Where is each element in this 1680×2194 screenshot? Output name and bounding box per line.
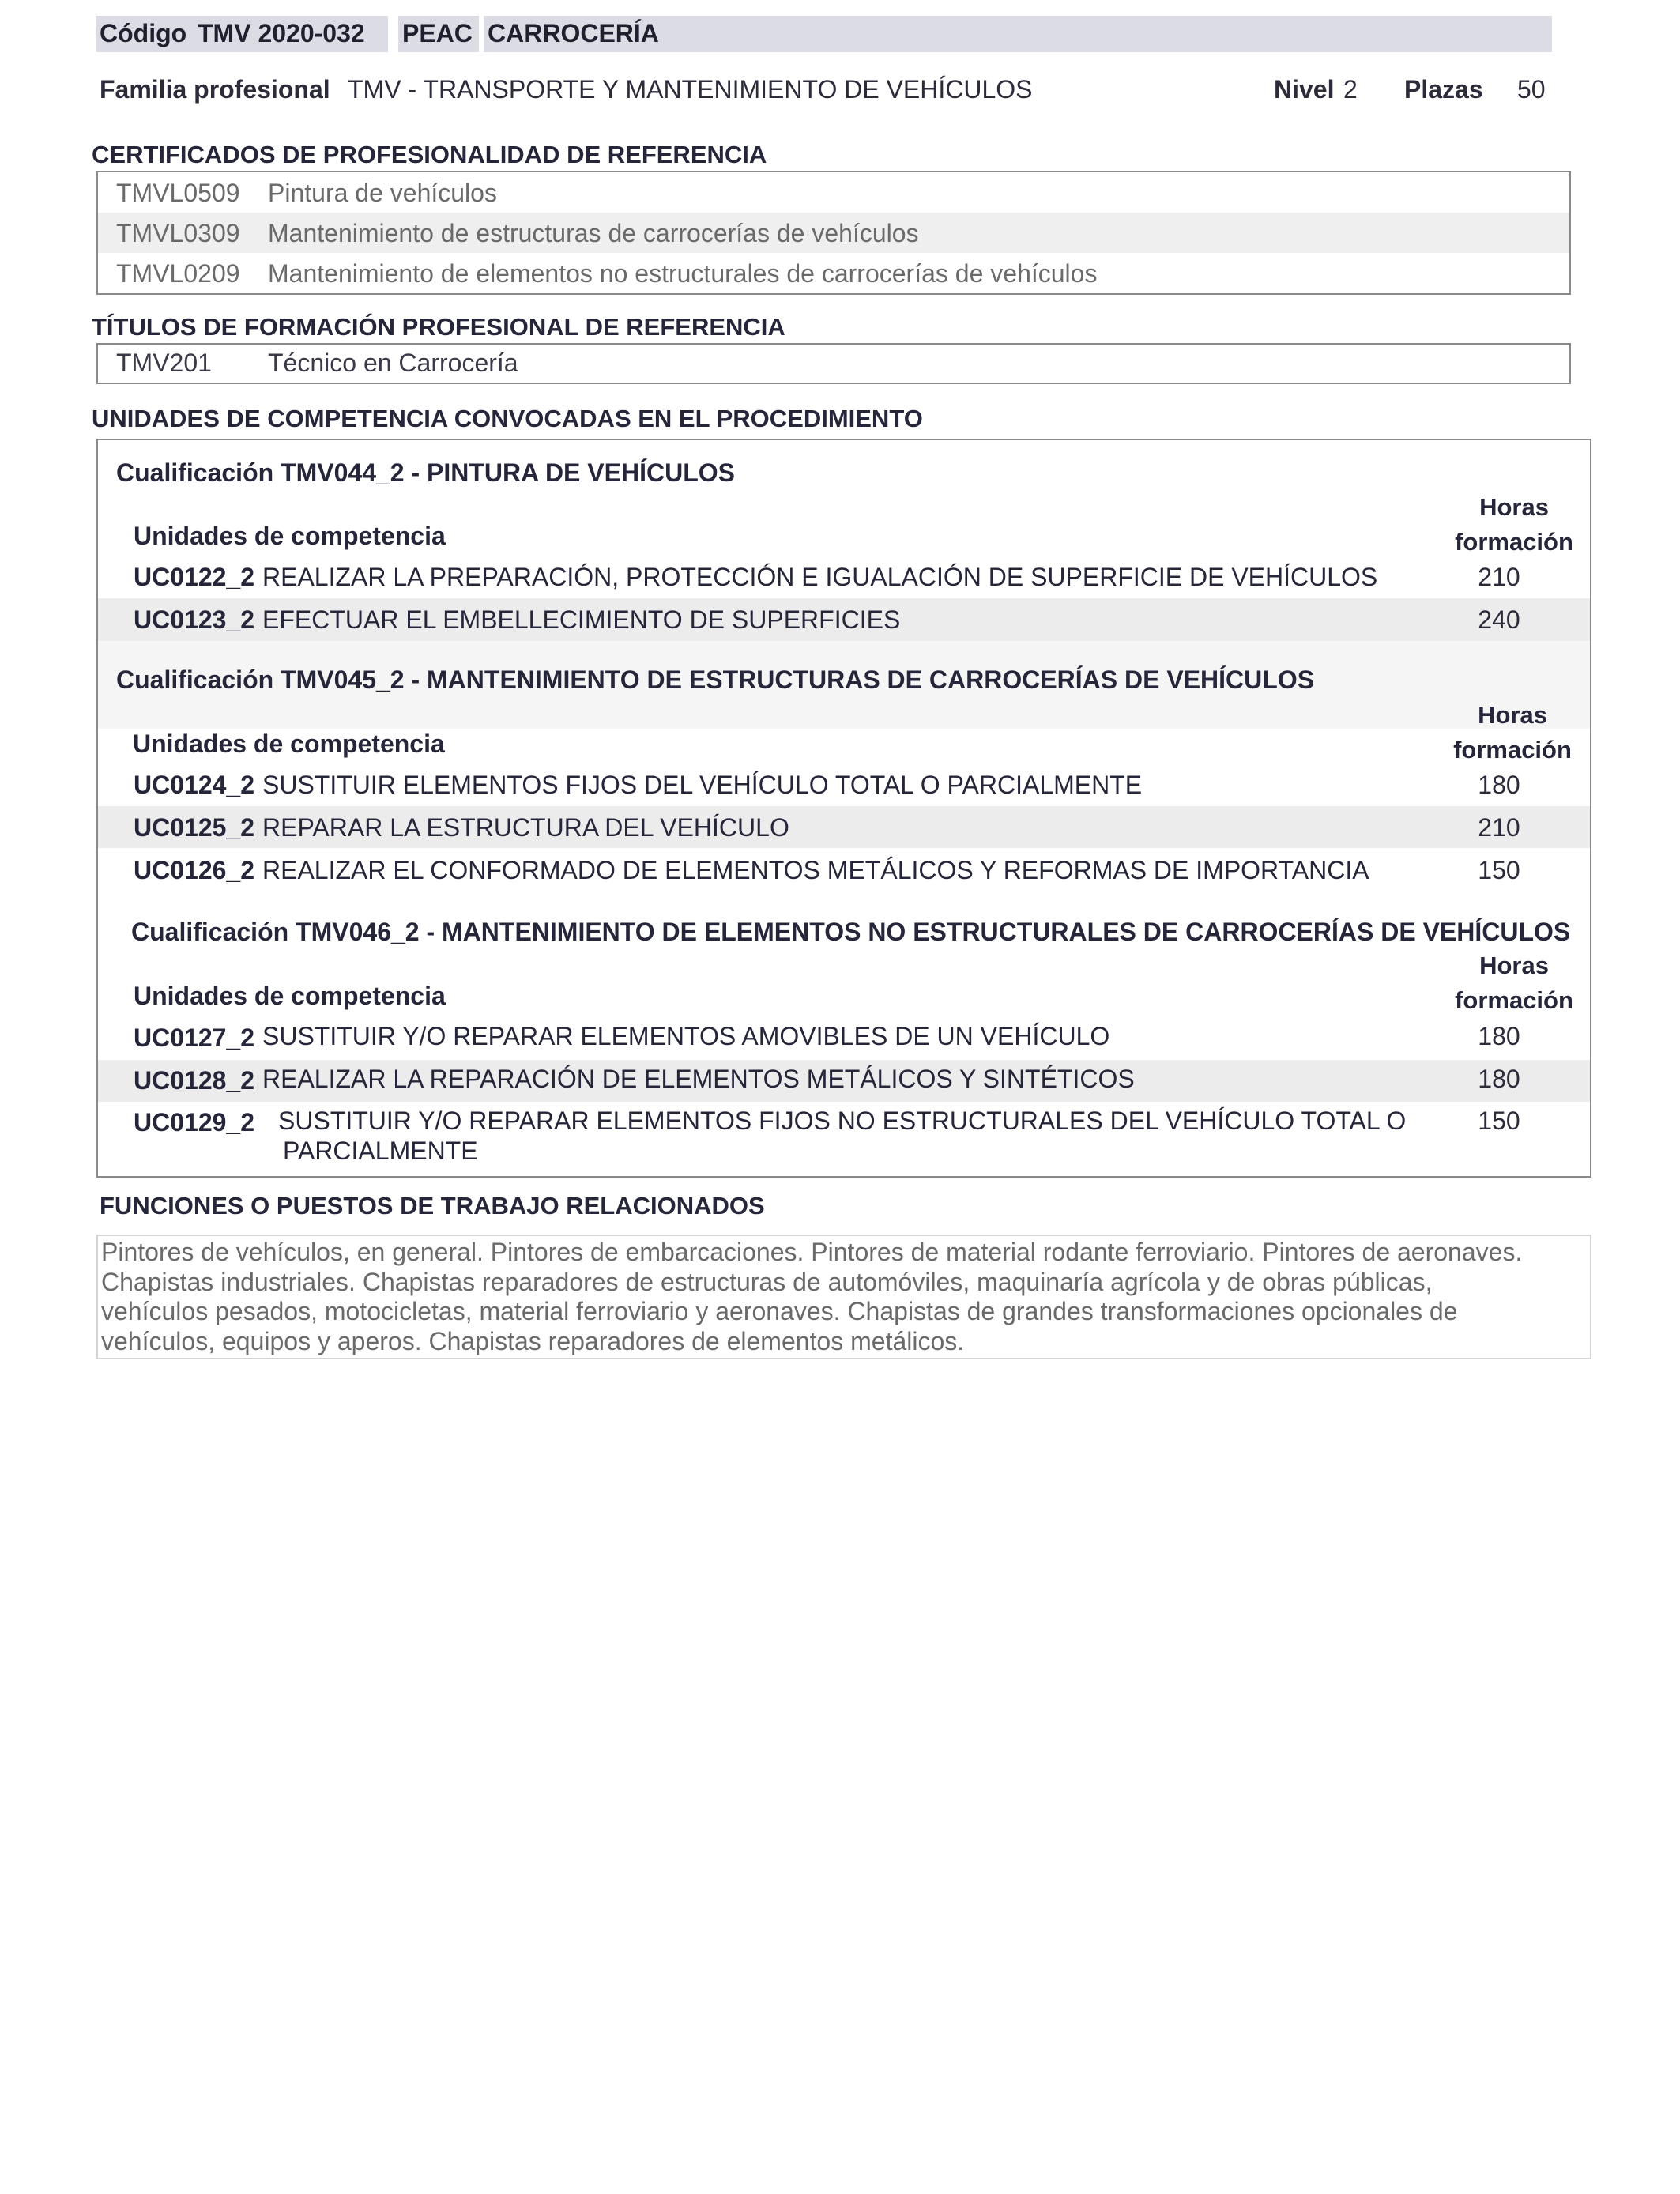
functions-title: FUNCIONES O PUESTOS DE TRABAJO RELACIONADOS [100,1192,765,1220]
titles-table [96,343,1571,384]
unit-hours: 180 [1478,771,1520,799]
units-header: Unidades de competencia [134,522,446,550]
certificates-title: CERTIFICADOS DE PROFESIONALIDAD DE REFERENCIA [92,141,767,168]
table-row [98,253,1569,293]
places-value: 50 [1517,75,1546,104]
unit-name: REALIZAR LA REPARACIÓN DE ELEMENTOS METÁLICOS Y SINTÉTICOS [262,1065,1135,1093]
unit-name: REALIZAR LA PREPARACIÓN, PROTECCIÓN E IGUALACIÓN DE SUPERFICIE DE VEHÍCULOS [262,563,1378,591]
unit-code: UC0125_2 [134,813,254,842]
unit-code: UC0127_2 [134,1023,254,1052]
hours-header-2: formación [1453,736,1572,763]
unit-name: REALIZAR EL CONFORMADO DE ELEMENTOS METÁLICOS Y REFORMAS DE IMPORTANCIA [262,856,1369,884]
qualification-title: Cualificación TMV046_2 - MANTENIMIENTO DE ELEMENTOS NO ESTRUCTURALES DE CARROCERÍAS DE VEHÍCULOS [131,918,1571,946]
unit-code: UC0128_2 [134,1066,254,1095]
unit-name-line-1: SUSTITUIR Y/O REPARAR ELEMENTOS FIJOS NO ESTRUCTURALES DEL VEHÍCULO TOTAL O [278,1106,1407,1135]
title-code: TMV201 [116,349,212,377]
unit-name: SUSTITUIR Y/O REPARAR ELEMENTOS AMOVIBLES DE UN VEHÍCULO [262,1022,1110,1050]
peac-label: PEAC [402,19,473,47]
certificate-name: Pintura de vehículos [268,179,497,207]
functions-line: vehículos pesados, motocicletas, material ferroviario y aeronaves. Chapistas de grandes transformaciones opcionales de [101,1297,1458,1325]
unit-code: UC0123_2 [134,605,254,634]
hours-header-2: formación [1455,528,1573,556]
competences-title: UNIDADES DE COMPETENCIA CONVOCADAS EN EL PROCEDIMIENTO [92,405,923,432]
qualification-title: Cualificación TMV045_2 - MANTENIMIENTO DE ESTRUCTURAS DE CARROCERÍAS DE VEHÍCULOS [116,665,1315,694]
unit-hours: 240 [1478,605,1520,634]
table-row [98,345,1569,383]
unit-hours: 210 [1478,563,1520,591]
unit-name: EFECTUAR EL EMBELLECIMIENTO DE SUPERFICIES [262,605,901,634]
code-label: Código [100,19,187,47]
unit-code: UC0122_2 [134,563,254,591]
places-label: Plazas [1404,75,1483,104]
functions-line: vehículos, equipos y aperos. Chapistas reparadores de elementos metálicos. [101,1326,965,1355]
unit-hours: 150 [1478,1106,1520,1135]
unit-code: UC0124_2 [134,771,254,799]
code-value: TMV 2020-032 [198,19,365,47]
functions-text [101,1238,1522,1356]
units-header: Unidades de competencia [133,729,445,758]
certificate-name: Mantenimiento de elementos no estructurales de carrocerías de vehículos [268,259,1098,288]
unit-name-line-2: PARCIALMENTE [283,1137,478,1165]
qualification-title: Cualificación TMV044_2 - PINTURA DE VEHÍCULOS [116,458,735,487]
unit-name: SUSTITUIR ELEMENTOS FIJOS DEL VEHÍCULO TOTAL O PARCIALMENTE [262,771,1143,799]
family-value: TMV - TRANSPORTE Y MANTENIMIENTO DE VEHÍCULOS [348,75,1033,104]
titles-title: TÍTULOS DE FORMACIÓN PROFESIONAL DE REFERENCIA [92,313,785,341]
unit-hours: 210 [1478,813,1520,842]
hours-header-2: formación [1455,986,1573,1014]
table-row [98,172,1569,213]
competences-box [96,439,1591,1178]
unit-hours: 150 [1478,856,1520,884]
unit-code: UC0126_2 [134,856,254,884]
certificate-code: TMVL0309 [116,219,240,247]
table-row [98,213,1569,253]
title-name: Técnico en Carrocería [268,349,518,377]
family-label: Familia profesional [100,75,330,104]
unit-hours: 180 [1478,1065,1520,1093]
unit-code: UC0129_2 [134,1108,254,1137]
unit-hours: 180 [1478,1022,1520,1050]
peac-value: CARROCERÍA [488,19,659,47]
hours-header-1: Horas [1479,952,1549,979]
units-header: Unidades de competencia [134,982,446,1010]
certificate-name: Mantenimiento de estructuras de carrocerías de vehículos [268,219,919,247]
functions-box [96,1235,1591,1359]
level-label: Nivel [1274,75,1335,104]
unit-name: REPARAR LA ESTRUCTURA DEL VEHÍCULO [262,813,789,842]
certificates-table [96,171,1571,295]
hours-header-1: Horas [1479,493,1549,521]
functions-line: Chapistas industriales. Chapistas reparadores de estructuras de automóviles, maquinaría agrícola y de obras públicas, [101,1267,1433,1296]
hours-header-1: Horas [1478,701,1547,729]
level-value: 2 [1343,75,1358,104]
functions-line: Pintores de vehículos, en general. Pintores de embarcaciones. Pintores de material rodante ferroviario. Pintores de aeronaves. [101,1238,1523,1266]
certificate-code: TMVL0209 [116,259,240,288]
certificate-code: TMVL0509 [116,179,240,207]
